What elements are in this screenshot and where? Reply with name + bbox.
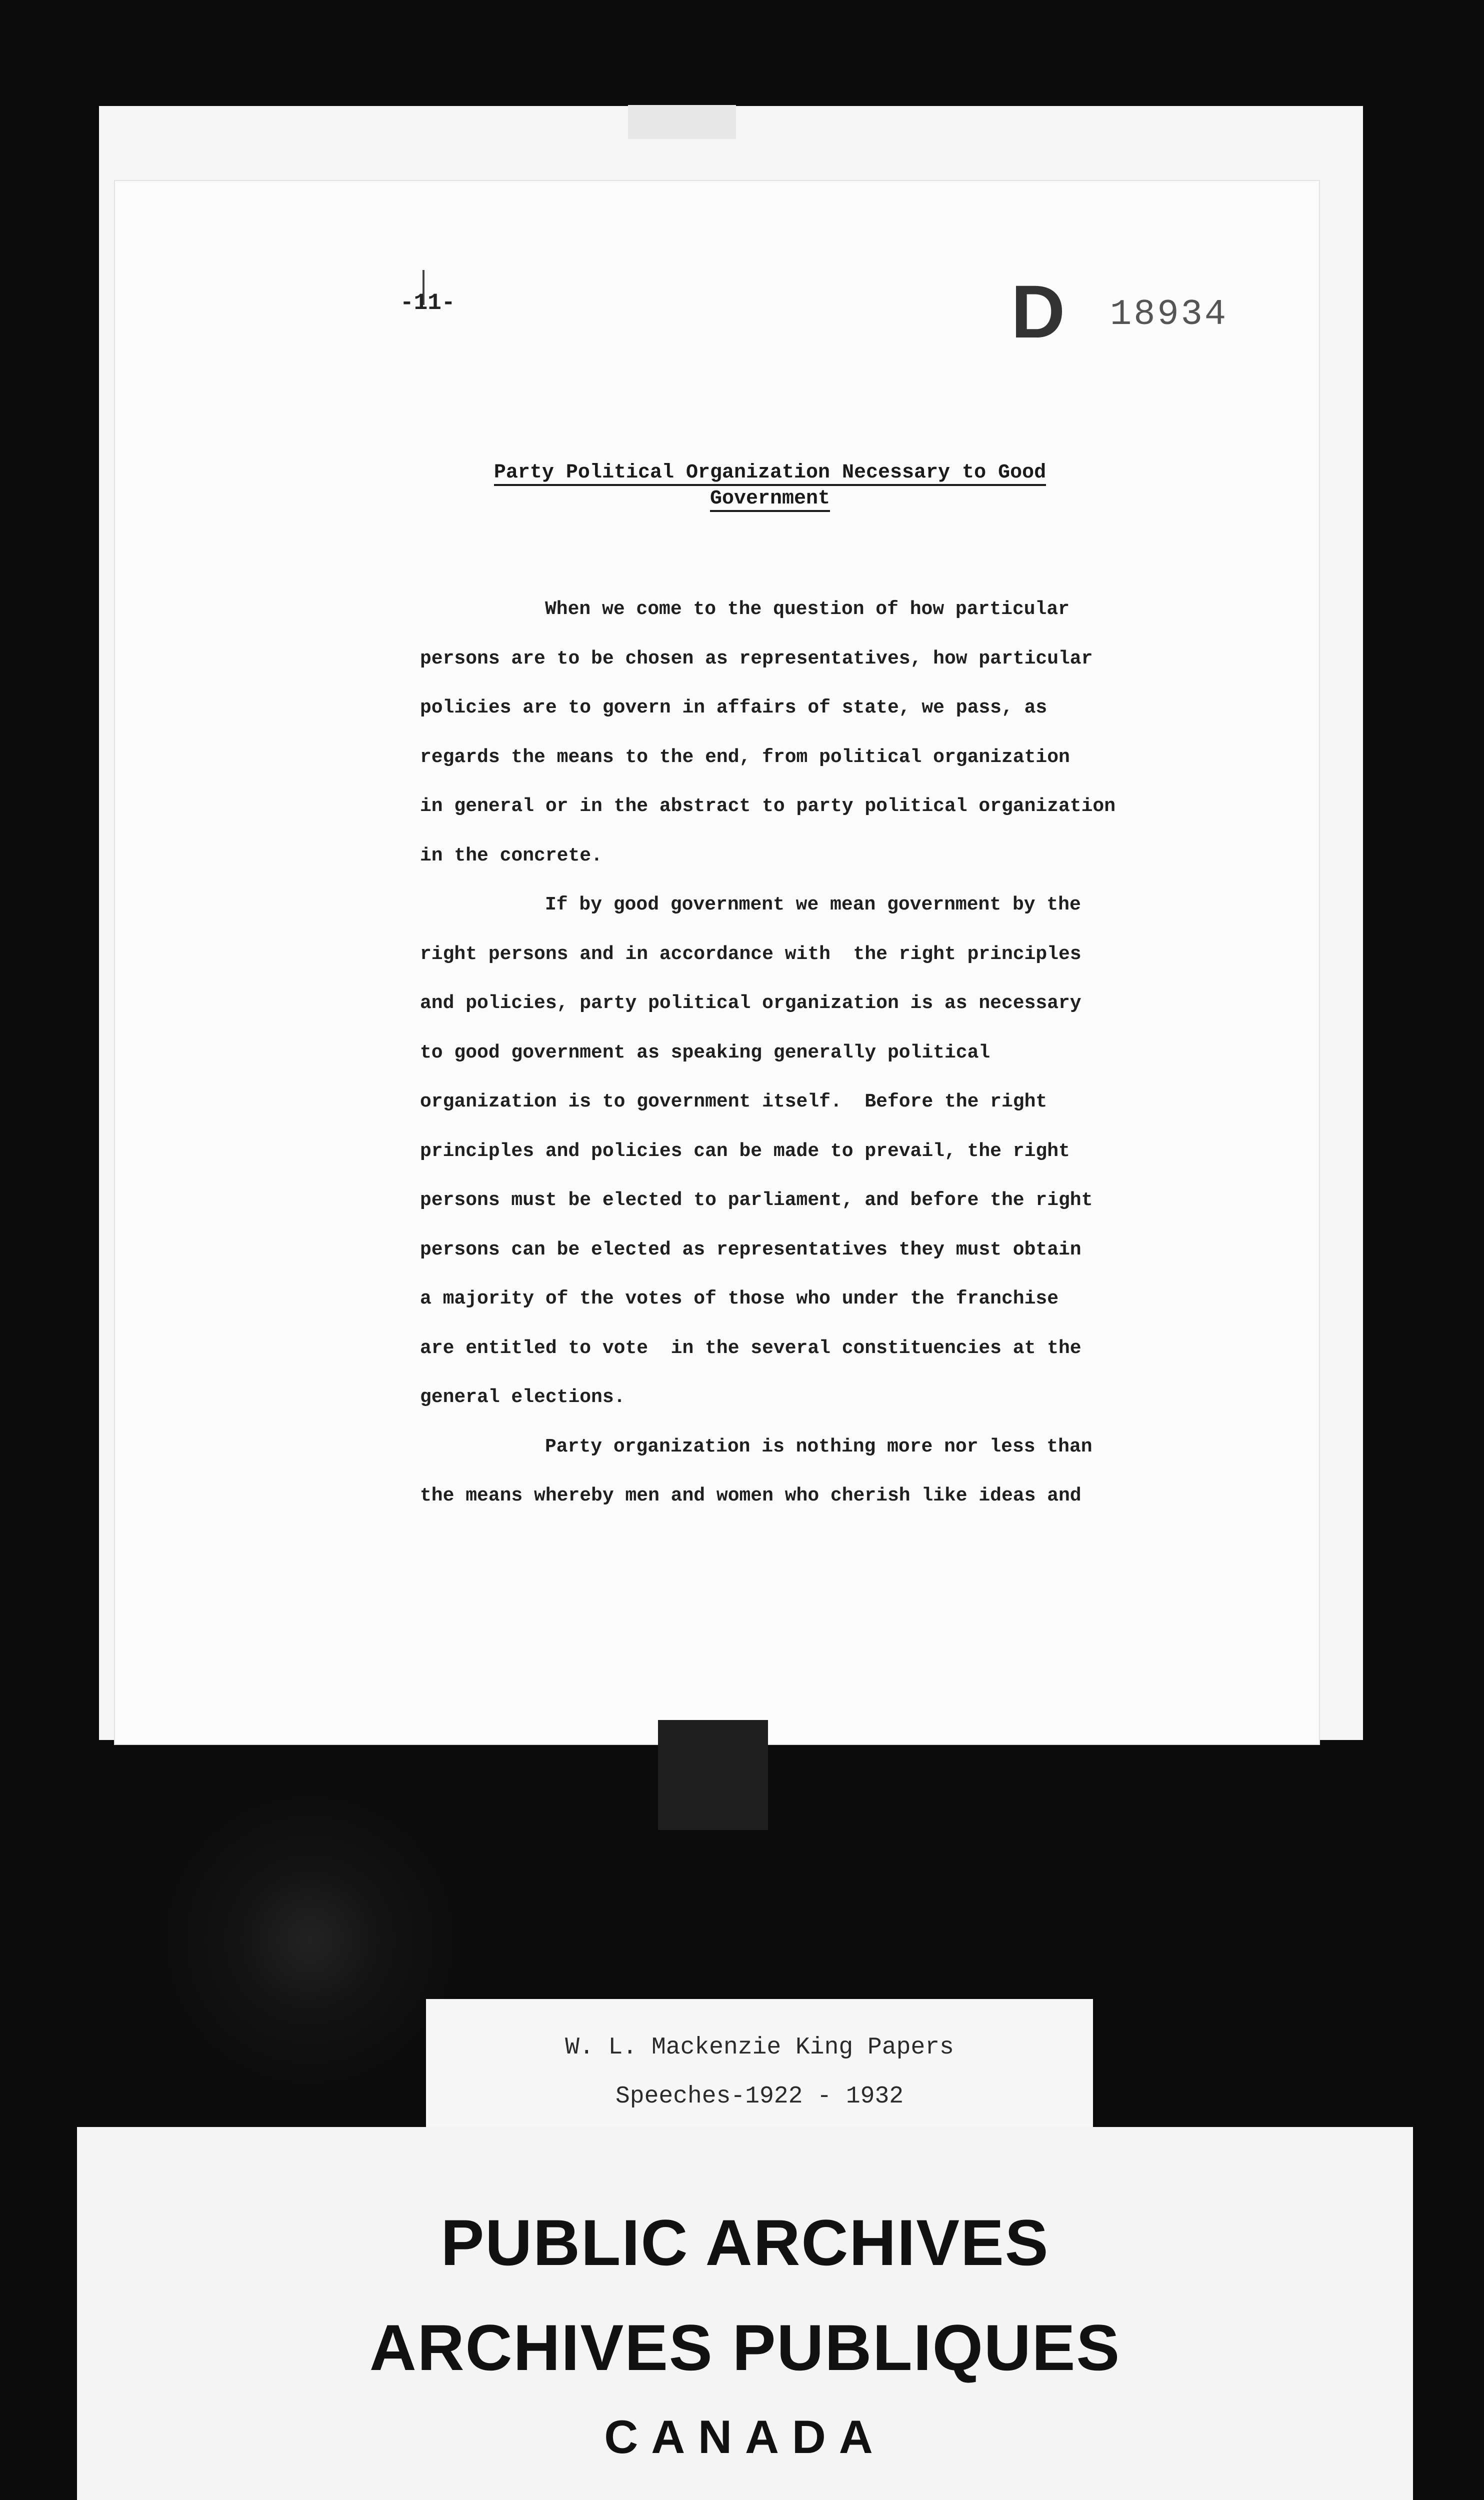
document-number: 18934: [1110, 294, 1228, 335]
body-line: right persons and in accordance with the right principles: [420, 943, 1082, 965]
body-line: persons must be elected to parliament, and before the right: [420, 1190, 1093, 1211]
body-line: are entitled to vote in the several constituencies at the: [420, 1337, 1082, 1359]
body-line: persons are to be chosen as representatives, how particular: [420, 648, 1093, 670]
body-line: policies are to govern in affairs of state, we pass, as: [420, 697, 1048, 718]
body-line: in general or in the abstract to party political organization: [420, 796, 1116, 817]
archive-country: CANADA: [604, 2410, 886, 2463]
tape-top: [628, 105, 736, 139]
handwritten-stamp-letter: D: [1011, 270, 1066, 354]
body-line: general elections.: [420, 1386, 626, 1408]
body-line: to good government as speaking generally political: [420, 1042, 990, 1064]
collection-series: Speeches-1922 - 1932: [615, 2083, 904, 2110]
title-line-1: Party Political Organization Necessary to Good: [494, 462, 1046, 486]
body-line: principles and policies can be made to prevail, the right: [420, 1140, 1070, 1162]
body-line: organization is to government itself. Before the right: [420, 1091, 1048, 1112]
collection-name: W. L. Mackenzie King Papers: [565, 2034, 954, 2061]
body-line: persons can be elected as representatives they must obtain: [420, 1238, 1082, 1260]
body-line: regards the means to the end, from political organization: [420, 746, 1070, 768]
document-body: [420, 585, 1190, 1521]
title-line-2: Government: [710, 488, 830, 512]
body-line: a majority of the votes of those who under the franchise: [420, 1288, 1059, 1310]
page-number: -11-: [400, 290, 456, 316]
body-line: If by good government we mean government by the: [545, 894, 1081, 916]
body-line: and policies, party political organization is as necessary: [420, 992, 1082, 1014]
body-line: in the concrete.: [420, 844, 602, 866]
collection-label-card: [426, 1999, 1093, 2137]
archive-title-french: ARCHIVES PUBLIQUES: [369, 2311, 1121, 2384]
archive-title-english: PUBLIC ARCHIVES: [440, 2206, 1050, 2279]
document-title: [480, 460, 1060, 512]
body-line: When we come to the question of how particular: [545, 598, 1070, 620]
body-line: Party organization is nothing more nor less than: [545, 1436, 1092, 1458]
body-line: the means whereby men and women who cherish like ideas and: [420, 1485, 1082, 1506]
tape-bottom: [658, 1720, 768, 1830]
